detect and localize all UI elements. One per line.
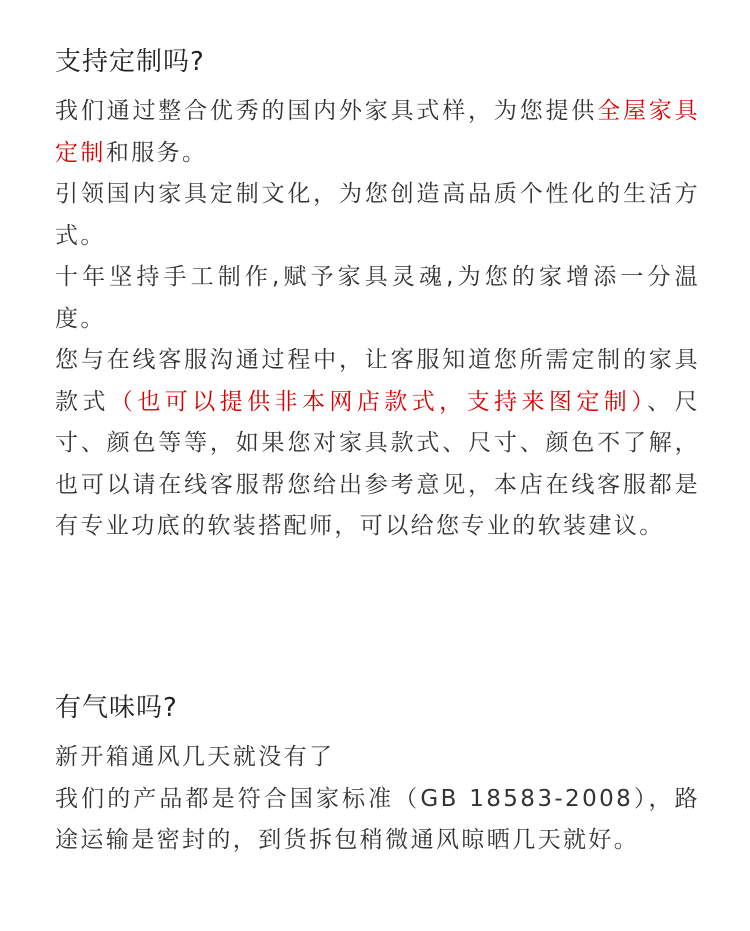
faq-section-odor: [55, 691, 700, 862]
faq-answer-paragraph: [55, 91, 700, 174]
faq-answer-paragraph: [55, 737, 700, 779]
answer-text: 新开箱通风几天就没有了: [55, 744, 335, 770]
answer-text: 和服务。: [105, 139, 208, 166]
highlight-text: 全屋家具定制: [55, 98, 700, 166]
faq-question: 支持定制吗?: [55, 47, 205, 77]
faq-answer-paragraph: [55, 257, 700, 340]
faq-answer-paragraph: [55, 174, 700, 257]
answer-text: 我们通过整合优秀的国内外家具式样，为您提供: [55, 98, 598, 124]
faq-section-customization: [55, 45, 700, 548]
answer-text: 、尺寸、颜色等等，如果您对家具款式、尺寸、颜色不了解，也可以请在线客服帮您给出参考意见，本店在线客服都是有专业功底的软装搭配师，可以给您专业的软装建议。: [55, 388, 700, 539]
faq-question: 有气味吗?: [55, 693, 178, 723]
answer-text: 十年坚持手工制作,赋予家具灵魂,为您的家增添一分温度。: [55, 264, 700, 332]
answer-text: 您与在线客服沟通过程中，让客服知道您所需定制的家具款式: [55, 347, 700, 415]
faq-answer-paragraph: [55, 340, 700, 548]
answer-text: 我们的产品都是符合国家标准（GB 18583-2008），路途运输是密封的，到货拆包稍微通风晾晒几天就好。: [55, 785, 700, 853]
highlight-text: （也可以提供非本网店款式，支持来图定制）: [109, 388, 648, 415]
faq-answer-paragraph: [55, 779, 700, 862]
answer-text: 引领国内家具定制文化，为您创造高品质个性化的生活方式。: [55, 181, 700, 249]
